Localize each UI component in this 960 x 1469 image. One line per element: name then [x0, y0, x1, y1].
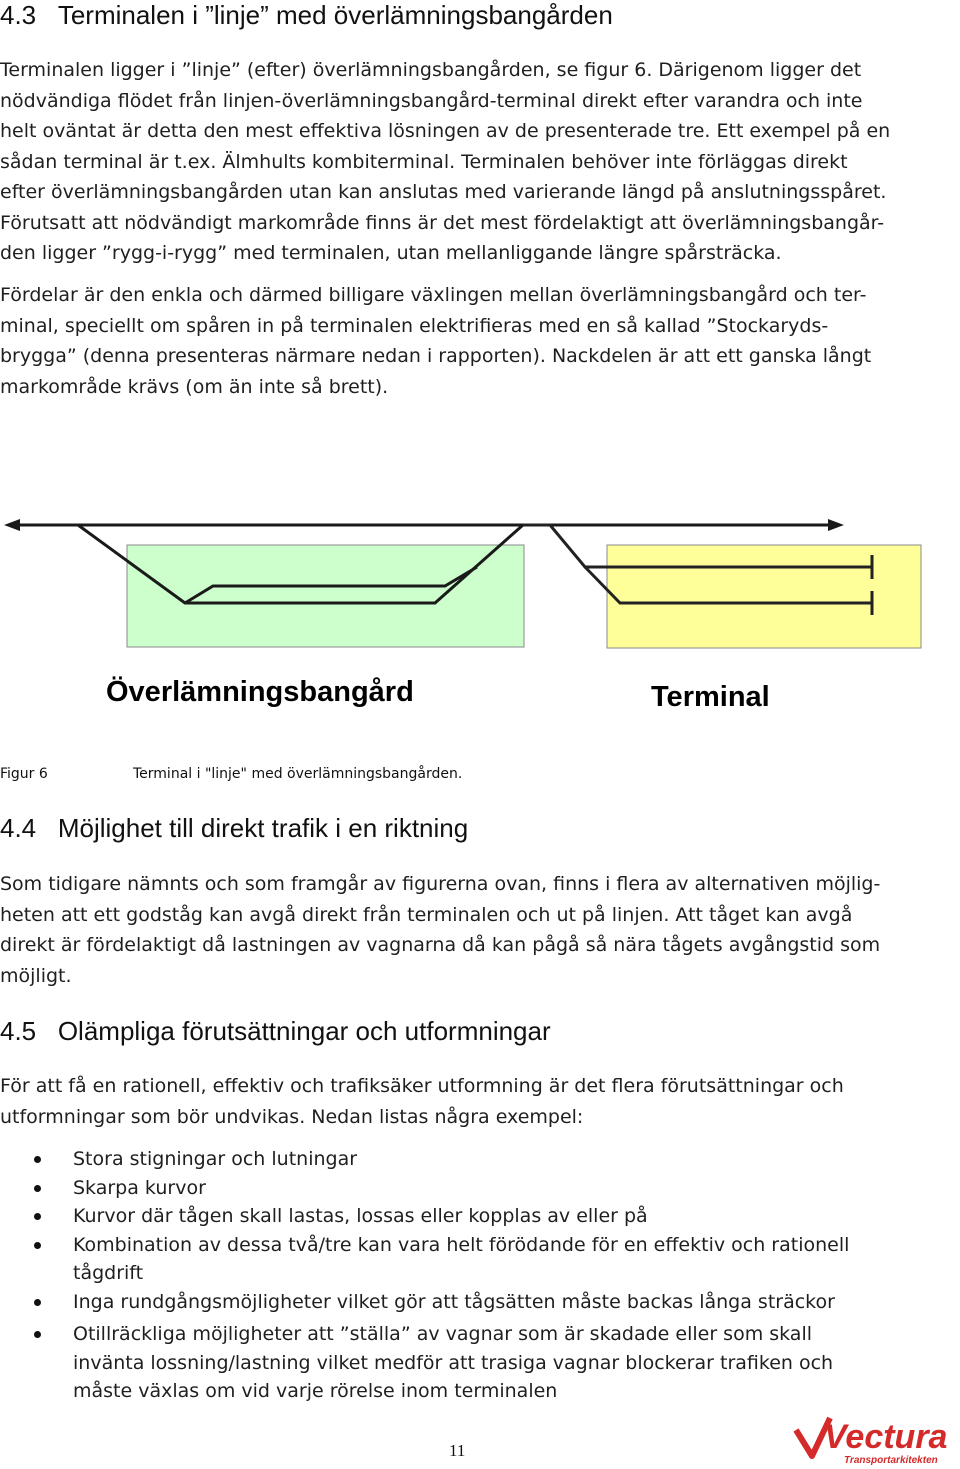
- list-item-text: tågdrift: [73, 1262, 144, 1284]
- logo-wordmark: Vectura: [824, 1418, 948, 1456]
- list-item-text: Stora stigningar och lutningar: [73, 1148, 358, 1170]
- text-line: utformningar som bör undvikas. Nedan listas några exempel:: [0, 1105, 584, 1128]
- logo-tagline: Transportarkitekten: [844, 1455, 938, 1466]
- text-line: För att få en rationell, effektiv och trafiksäker utformning är det flera förutsättningar och: [0, 1075, 844, 1097]
- list-item: [0, 1202, 960, 1231]
- section-number: 4.4: [0, 813, 37, 843]
- section-number: 4.5: [0, 1016, 37, 1046]
- section-number: 4.3: [0, 0, 37, 30]
- track-right-arrow: [828, 519, 844, 531]
- text-line: helt oväntat är detta den mest effektiva lösningen av de presenterade tre. Ett exempel på en: [0, 120, 891, 142]
- text-line: nödvändiga flödet från linjen-överlämningsbangård-terminal direkt efter varandra och inte: [0, 89, 863, 112]
- text-line: Förutsatt att nödvändigt markområde finns är det mest fördelaktigt att överlämningsbangår-: [0, 211, 885, 234]
- bullet-icon: [34, 1213, 41, 1220]
- text-line: sådan terminal är t.ex. Älmhults kombiterminal. Terminalen behöver inte förläggas direkt: [0, 150, 848, 173]
- list-item: [0, 1320, 960, 1406]
- list-item: [0, 1145, 960, 1174]
- text-line: möjligt.: [0, 964, 72, 987]
- text-line: den ligger ”rygg-i-rygg” med terminalen, utan mellanliggande längre spårsträcka.: [0, 242, 782, 264]
- vectura-logo: [790, 1410, 960, 1468]
- text-line: direkt är fördelaktigt då lastningen av vagnarna då kan pågå så nära tågets avgångstid som: [0, 934, 881, 956]
- page-number: 11: [449, 1441, 466, 1460]
- list-item-text: Inga rundgångsmöjligheter vilket gör att tågsätten måste backas långa sträckor: [73, 1290, 835, 1313]
- section-heading-4-5: [0, 1016, 551, 1047]
- paragraph-4-3-2: [0, 280, 960, 402]
- figure-caption-text: Terminal i "linje" med överlämningsbangården.: [133, 766, 463, 782]
- text-line: minal, speciellt om spåren in på terminalen elektrifieras med en så kallad ”Stockaryds-: [0, 314, 829, 337]
- list-item-text: Skarpa kurvor: [73, 1176, 206, 1199]
- yard-label: Överlämningsbangård: [106, 676, 414, 708]
- bullet-icon: [34, 1299, 41, 1306]
- track-layout-diagram: [0, 495, 960, 725]
- paragraph-4-4: [0, 869, 960, 991]
- list-item-text: Kombination av dessa två/tre kan vara helt förödande för en effektiv och rationell: [73, 1233, 850, 1256]
- bullet-icon: [34, 1242, 41, 1249]
- bullet-icon: [34, 1331, 41, 1338]
- section-heading-4-4: [0, 813, 468, 844]
- list-item: [0, 1288, 960, 1317]
- terminal-area: [607, 545, 921, 648]
- bullet-icon: [34, 1156, 41, 1163]
- text-line: heten att ett godståg kan avgå direkt från terminalen och ut på linjen. Att tåget kan avgå: [0, 903, 853, 926]
- section-title: Möjlighet till direkt trafik i en riktning: [57, 813, 469, 843]
- text-line: Fördelar är den enkla och därmed billigare växlingen mellan överlämningsbangård och ter-: [0, 284, 867, 306]
- paragraph-4-3-1: [0, 55, 960, 269]
- list-item: [0, 1174, 960, 1203]
- text-line: Som tidigare nämnts och som framgår av figurerna ovan, finns i flera av alternativen möjlig-: [0, 873, 881, 895]
- list-item-text: Kurvor där tågen skall lastas, lossas eller kopplas av eller på: [73, 1205, 648, 1227]
- section-title: Olämpliga förutsättningar och utformningar: [57, 1016, 551, 1046]
- list-item-text: invänta lossning/lastning vilket medför att trasiga vagnar blockerar trafiken och: [73, 1351, 834, 1374]
- terminal-label: Terminal: [651, 681, 770, 713]
- section-title: Terminalen i ”linje” med överlämningsbangården: [57, 0, 613, 30]
- figure-caption-label: Figur 6: [0, 766, 48, 782]
- yard-area: [127, 545, 524, 647]
- figure-6-diagram: [0, 495, 960, 725]
- list-item-text: måste växlas om vid varje rörelse inom terminalen: [73, 1380, 558, 1402]
- paragraph-4-5: [0, 1071, 960, 1132]
- list-item-text: Otillräckliga möjligheter att ”ställa” av vagnar som är skadade eller som skall: [73, 1323, 813, 1345]
- list-item: [0, 1231, 960, 1288]
- section-heading-4-3: [0, 0, 613, 31]
- text-line: brygga” (denna presenteras närmare nedan i rapporten). Nackdelen är att ett ganska långt: [0, 345, 872, 367]
- text-line: markområde krävs (om än inte så brett).: [0, 375, 389, 398]
- bullet-icon: [34, 1185, 41, 1192]
- text-line: efter överlämningsbangården utan kan anslutas med varierande längd på anslutningsspåret.: [0, 181, 887, 203]
- bullet-list: [0, 1145, 960, 1406]
- text-line: Terminalen ligger i ”linje” (efter) överlämningsbangården, se figur 6. Därigenom ligger det: [0, 59, 862, 81]
- track-left-arrow: [4, 519, 20, 531]
